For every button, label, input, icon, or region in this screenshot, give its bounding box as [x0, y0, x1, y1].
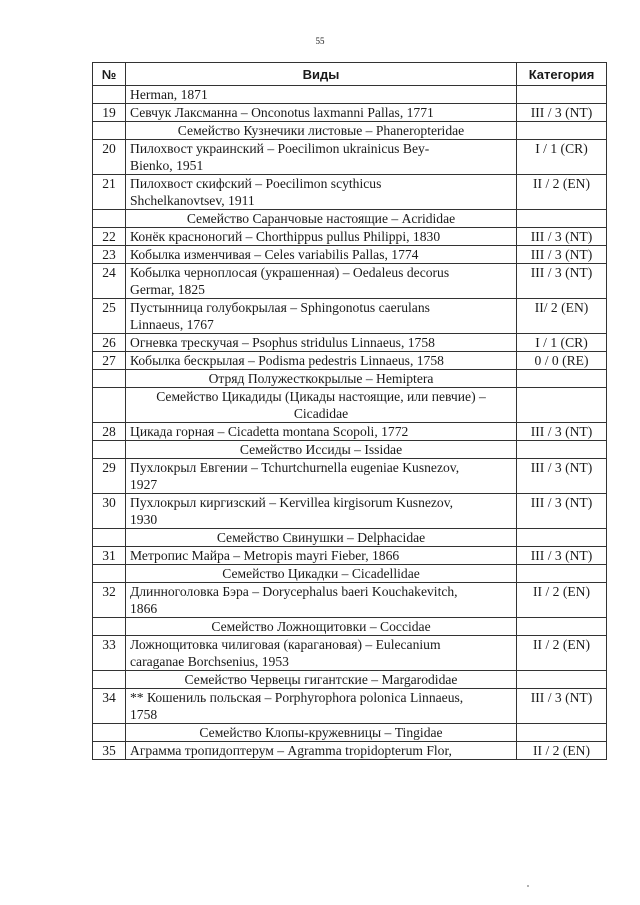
red-list-table	[92, 62, 607, 760]
table-row	[93, 228, 607, 246]
section-heading: Семейство Свинушки – Delphacidae	[126, 529, 517, 547]
category-value: I / 1 (CR)	[517, 334, 607, 352]
species-name	[126, 140, 517, 175]
category-value: III / 3 (NT)	[517, 264, 607, 299]
row-number: 26	[93, 334, 126, 352]
table-row	[93, 334, 607, 352]
category-value: III / 3 (NT)	[517, 547, 607, 565]
section-heading-row	[93, 388, 607, 423]
table-row	[93, 299, 607, 334]
heading-empty-cell	[93, 671, 126, 689]
section-heading-row	[93, 529, 607, 547]
row-number: 30	[93, 494, 126, 529]
row-number: 23	[93, 246, 126, 264]
table-row	[93, 264, 607, 299]
species-name-line: Аграмма тропидоптерум – Agramma tropidopterum Flor,	[130, 743, 452, 758]
heading-empty-cell	[93, 210, 126, 228]
section-heading-row	[93, 370, 607, 388]
category-value: III / 3 (NT)	[517, 494, 607, 529]
species-name	[126, 583, 517, 618]
species-name	[126, 175, 517, 210]
category-value: III / 3 (NT)	[517, 246, 607, 264]
section-heading: Семейство Цикадки – Cicadellidae	[126, 565, 517, 583]
table-row	[93, 494, 607, 529]
table-row	[93, 583, 607, 618]
species-name	[126, 742, 517, 760]
column-header-category: Категория	[517, 63, 607, 86]
species-name-line: Огневка трескучая – Psophus stridulus Linnaeus, 1758	[130, 335, 435, 350]
species-name	[126, 299, 517, 334]
table-row	[93, 742, 607, 760]
species-name	[126, 352, 517, 370]
table-row	[93, 175, 607, 210]
species-name	[126, 334, 517, 352]
section-heading-line: Cicadidae	[293, 406, 349, 421]
heading-empty-cell	[93, 388, 126, 423]
table-row	[93, 547, 607, 565]
category-value: 0 / 0 (RE)	[517, 352, 607, 370]
species-name	[126, 264, 517, 299]
species-name-line: Пухлокрыл Евгении – Tchurtchurnella eugeniae Kusnezov,	[130, 460, 460, 475]
species-name-line: Пилохвост скифский – Poecilimon scythicus	[130, 176, 382, 191]
category-value: III / 3 (NT)	[517, 104, 607, 122]
row-number: 31	[93, 547, 126, 565]
species-name-line: caraganae Borchsenius, 1953	[130, 654, 289, 669]
row-number: 20	[93, 140, 126, 175]
species-name	[126, 689, 517, 724]
section-heading-row	[93, 441, 607, 459]
species-name-line: 1866	[130, 601, 158, 616]
category-value: II/ 2 (EN)	[517, 299, 607, 334]
row-number: 32	[93, 583, 126, 618]
species-name	[126, 104, 517, 122]
species-name-line: Herman, 1871	[130, 87, 208, 102]
section-heading-row	[93, 210, 607, 228]
heading-empty-cell	[517, 565, 607, 583]
species-name-line: Shchelkanovtsev, 1911	[130, 193, 255, 208]
row-number: 33	[93, 636, 126, 671]
category-value	[517, 86, 607, 104]
category-value: III / 3 (NT)	[517, 423, 607, 441]
species-name-line: Пухлокрыл киргизский – Kervillea kirgisorum Kusnezov,	[130, 495, 454, 510]
section-heading-row	[93, 724, 607, 742]
heading-empty-cell	[517, 724, 607, 742]
species-name-line: Длинноголовка Бэра – Dorycephalus baeri Kouchakevitch,	[130, 584, 458, 599]
section-heading-line: Семейство Цикадиды (Цикады настоящие, или певчие) –	[156, 389, 486, 404]
category-value: II / 2 (EN)	[517, 636, 607, 671]
heading-empty-cell	[517, 529, 607, 547]
category-value: II / 2 (EN)	[517, 583, 607, 618]
category-value: III / 3 (NT)	[517, 459, 607, 494]
species-name	[126, 547, 517, 565]
heading-empty-cell	[517, 370, 607, 388]
table-row	[93, 104, 607, 122]
section-heading: Семейство Ложнощитовки – Coccidae	[126, 618, 517, 636]
species-name-line: Пилохвост украинский – Poecilimon ukrainicus Bey-	[130, 141, 430, 156]
species-name-line: Севчук Лаксманна – Onconotus laxmanni Pallas, 1771	[130, 105, 434, 120]
species-name-line: Linnaeus, 1767	[130, 317, 214, 332]
species-name-line: Bienko, 1951	[130, 158, 204, 173]
row-number: 19	[93, 104, 126, 122]
section-heading: Семейство Червецы гигантские – Margarodidae	[126, 671, 517, 689]
species-name	[126, 459, 517, 494]
table-row	[93, 423, 607, 441]
table-row	[93, 246, 607, 264]
species-name	[126, 494, 517, 529]
scan-speck	[527, 885, 529, 887]
heading-empty-cell	[93, 370, 126, 388]
table-body	[93, 86, 607, 760]
section-heading: Семейство Клопы-кружевницы – Tingidae	[126, 724, 517, 742]
row-number: 28	[93, 423, 126, 441]
species-name-line: Метропис Майра – Metropis mayri Fieber, 1866	[130, 548, 400, 563]
row-number: 24	[93, 264, 126, 299]
section-heading-row	[93, 565, 607, 583]
category-value: III / 3 (NT)	[517, 228, 607, 246]
row-number: 34	[93, 689, 126, 724]
table-row	[93, 689, 607, 724]
species-name-line: Germar, 1825	[130, 282, 205, 297]
species-name-line: 1927	[130, 477, 158, 492]
heading-empty-cell	[93, 122, 126, 140]
row-number	[93, 86, 126, 104]
heading-empty-cell	[517, 210, 607, 228]
section-heading-row	[93, 671, 607, 689]
row-number: 35	[93, 742, 126, 760]
heading-empty-cell	[517, 441, 607, 459]
heading-empty-cell	[93, 724, 126, 742]
section-heading-row	[93, 122, 607, 140]
section-heading-row	[93, 618, 607, 636]
column-header-number: №	[93, 63, 126, 86]
heading-empty-cell	[517, 671, 607, 689]
species-name-line: Цикада горная – Cicadetta montana Scopoli, 1772	[130, 424, 409, 439]
category-value: I / 1 (CR)	[517, 140, 607, 175]
table-row	[93, 86, 607, 104]
heading-empty-cell	[517, 122, 607, 140]
species-name	[126, 86, 517, 104]
table-header-row	[93, 63, 607, 86]
table-row	[93, 352, 607, 370]
category-value: II / 2 (EN)	[517, 742, 607, 760]
species-name	[126, 228, 517, 246]
section-heading: Отряд Полужесткокрылые – Hemiptera	[126, 370, 517, 388]
page-number: 55	[315, 36, 325, 46]
category-value: III / 3 (NT)	[517, 689, 607, 724]
species-name-line: Кобылка изменчивая – Celes variabilis Pallas, 1774	[130, 247, 419, 262]
species-name-line: Пустынница голубокрылая – Sphingonotus caerulans	[130, 300, 430, 315]
section-heading: Семейство Саранчовые настоящие – Acrididae	[126, 210, 517, 228]
section-heading: Семейство Кузнечики листовые – Phaneropteridae	[126, 122, 517, 140]
species-name-line: Кобылка черноплосая (украшенная) – Oedaleus decorus	[130, 265, 450, 280]
species-name	[126, 423, 517, 441]
heading-empty-cell	[93, 565, 126, 583]
species-name-line: ** Кошениль польская – Porphyrophora polonica Linnaeus,	[130, 690, 464, 705]
row-number: 27	[93, 352, 126, 370]
heading-empty-cell	[93, 618, 126, 636]
species-name	[126, 636, 517, 671]
section-heading: Семейство Иссиды – Issidae	[126, 441, 517, 459]
heading-empty-cell	[517, 618, 607, 636]
heading-empty-cell	[93, 529, 126, 547]
species-name-line: Ложнощитовка чилиговая (карагановая) – Eulecanium	[130, 637, 441, 652]
species-name-line: Кобылка бескрылая – Podisma pedestris Linnaeus, 1758	[130, 353, 444, 368]
row-number: 21	[93, 175, 126, 210]
table-row	[93, 636, 607, 671]
row-number: 25	[93, 299, 126, 334]
table-row	[93, 140, 607, 175]
heading-empty-cell	[93, 441, 126, 459]
species-name-line: 1758	[130, 707, 158, 722]
section-heading	[126, 388, 517, 423]
row-number: 22	[93, 228, 126, 246]
category-value: II / 2 (EN)	[517, 175, 607, 210]
species-name-line: 1930	[130, 512, 158, 527]
table-row	[93, 459, 607, 494]
heading-empty-cell	[517, 388, 607, 423]
species-name-line: Конёк красноногий – Chorthippus pullus Philippi, 1830	[130, 229, 441, 244]
column-header-species: Виды	[126, 63, 517, 86]
species-name	[126, 246, 517, 264]
row-number: 29	[93, 459, 126, 494]
